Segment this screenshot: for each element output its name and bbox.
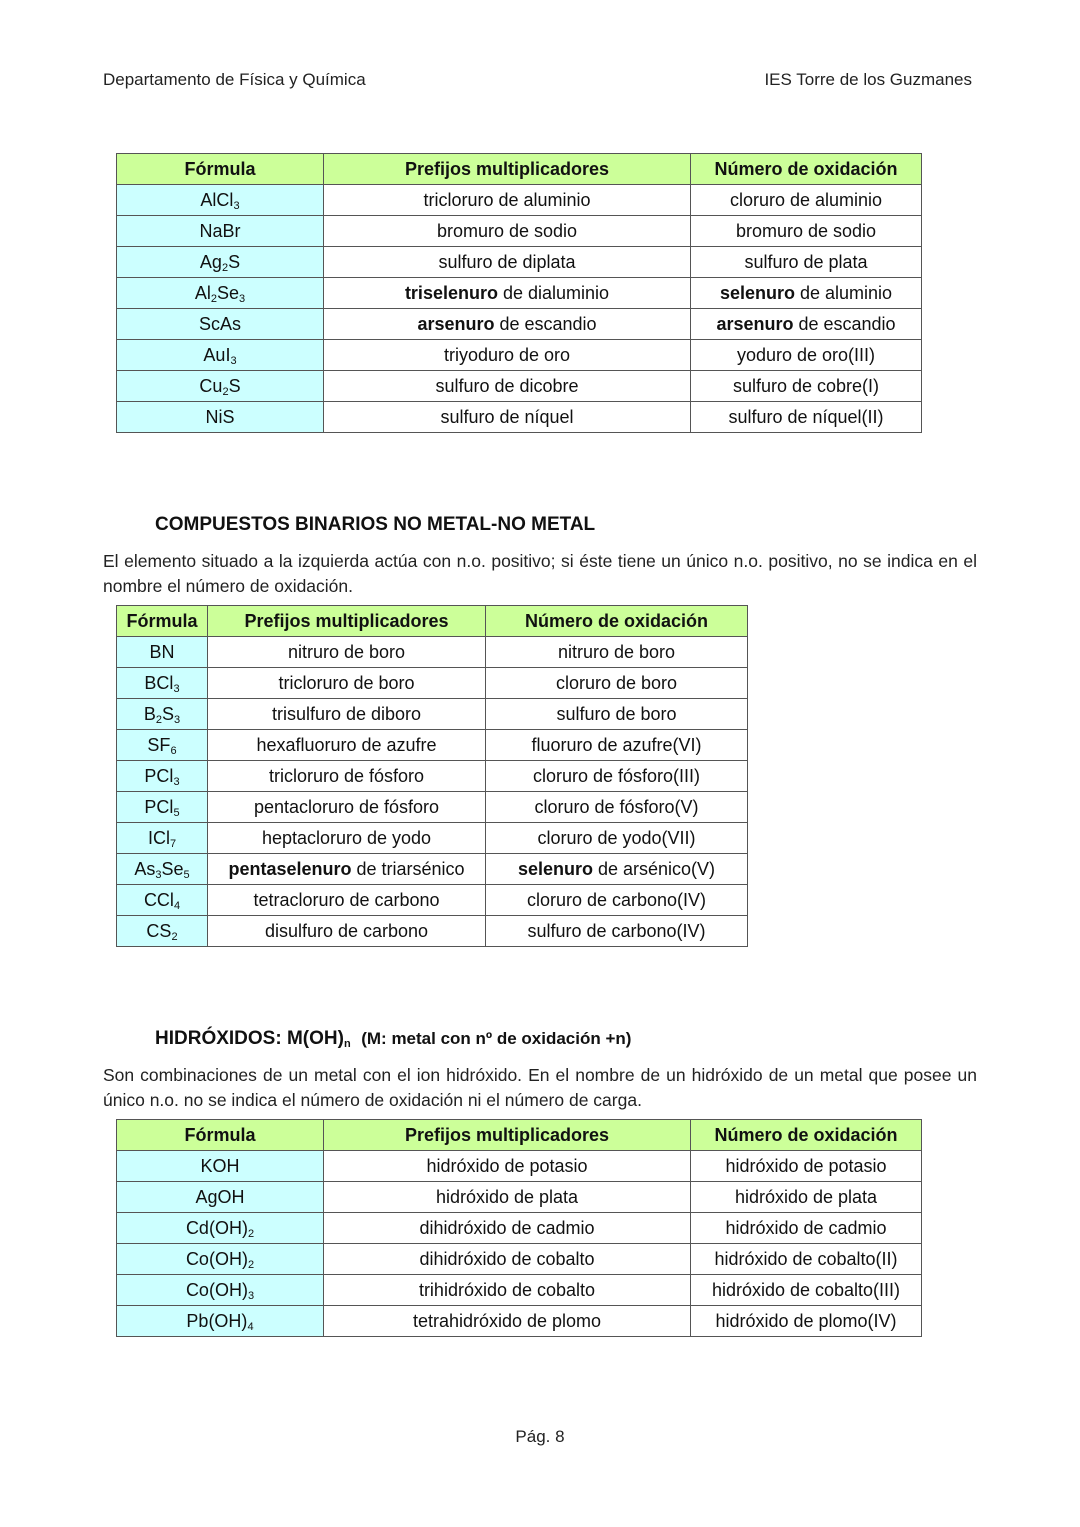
cell-oxidacion: hidróxido de cobalto(II) [691,1244,922,1275]
cell-prefijos: pentaselenuro de triarsénico [208,854,486,885]
col-header-formula: Fórmula [117,1120,324,1151]
cell-formula: $SF_6$ [117,730,208,761]
cell-formula: ICl$_7$ [117,823,208,854]
cell-oxidacion: hidróxido de plomo(IV) [691,1306,922,1337]
col-header-oxidacion: Número de oxidación [691,154,922,185]
section-paragraph-nonmetal: El elemento situado a la izquierda actúa con n.o. positivo; si éste tiene un único n.o. positivo, no se indica en el nombre el número de oxidación. [103,551,977,596]
cell-oxidacion: bromuro de sodio [691,216,922,247]
table-row [117,1275,922,1306]
col-header-oxidacion: Número de oxidación [486,606,748,637]
table-binary-nonmetal-nonmetal [116,605,748,947]
cell-prefijos: bromuro de sodio [324,216,691,247]
cell-prefijos: trihidróxido de cobalto [324,1275,691,1306]
col-header-prefijos: Prefijos multiplicadores [324,154,691,185]
cell-oxidacion: cloruro de yodo(VII) [486,823,748,854]
cell-oxidacion: sulfuro de níquel(II) [691,402,922,433]
cell-formula: $Ag_2S$ [117,247,324,278]
cell-prefijos: nitruro de boro [208,637,486,668]
cell-formula: KOH [117,1151,324,1182]
cell-oxidacion: cloruro de fósforo(III) [486,761,748,792]
cell-formula: CCl$_4$ [117,885,208,916]
cell-formula: $Cd(OH)_2$ [117,1213,324,1244]
table-row [117,885,748,916]
col-header-oxidacion: Número de oxidación [691,1120,922,1151]
cell-formula: $CS_2$ [117,916,208,947]
table-binary-metal-nonmetal [116,153,922,433]
cell-oxidacion: hidróxido de potasio [691,1151,922,1182]
col-header-prefijos: Prefijos multiplicadores [324,1120,691,1151]
table-row [117,637,748,668]
table-row [117,792,748,823]
cell-prefijos: dihidróxido de cobalto [324,1244,691,1275]
cell-oxidacion: fluoruro de azufre(VI) [486,730,748,761]
cell-formula: $Cu_2S$ [117,371,324,402]
cell-prefijos: tricloruro de boro [208,668,486,699]
table-header-row [117,154,922,185]
cell-prefijos: triyoduro de oro [324,340,691,371]
table-row [117,340,922,371]
table-row [117,668,748,699]
cell-prefijos: dihidróxido de cadmio [324,1213,691,1244]
cell-formula: AlCl$_3$ [117,185,324,216]
cell-formula: AuI$_3$ [117,340,324,371]
cell-oxidacion: nitruro de boro [486,637,748,668]
cell-oxidacion: sulfuro de carbono(IV) [486,916,748,947]
table-header-row [117,1120,922,1151]
table-row [117,278,922,309]
table-row [117,1151,922,1182]
table-row [117,854,748,885]
cell-formula: BCl$_3$ [117,668,208,699]
cell-prefijos: hexafluoruro de azufre [208,730,486,761]
cell-formula: PCl$_5$ [117,792,208,823]
table-hydroxides [116,1119,922,1337]
cell-formula: AgOH [117,1182,324,1213]
cell-prefijos: tricloruro de fósforo [208,761,486,792]
cell-oxidacion: sulfuro de plata [691,247,922,278]
table-row [117,823,748,854]
table-row [117,1306,922,1337]
cell-prefijos: tetracloruro de carbono [208,885,486,916]
cell-oxidacion: hidróxido de plata [691,1182,922,1213]
cell-formula: $Co(OH)_3$ [117,1275,324,1306]
cell-prefijos: sulfuro de níquel [324,402,691,433]
cell-prefijos: sulfuro de diplata [324,247,691,278]
cell-prefijos: hidróxido de potasio [324,1151,691,1182]
cell-oxidacion: cloruro de fósforo(V) [486,792,748,823]
table-row [117,916,748,947]
cell-formula: $B_2S_3$ [117,699,208,730]
section-title-hydroxides: HIDRÓXIDOS: $M(OH)_n$ (M: metal con nº de oxidación +n) [155,1028,632,1050]
cell-prefijos: tricloruro de aluminio [324,185,691,216]
cell-oxidacion: sulfuro de boro [486,699,748,730]
cell-prefijos: disulfuro de carbono [208,916,486,947]
table-row [117,185,922,216]
cell-oxidacion: arsenuro de escandio [691,309,922,340]
cell-prefijos: arsenuro de escandio [324,309,691,340]
cell-formula: ScAs [117,309,324,340]
table-row [117,247,922,278]
cell-formula: NiS [117,402,324,433]
cell-oxidacion: hidróxido de cobalto(III) [691,1275,922,1306]
table-row [117,216,922,247]
cell-oxidacion: yoduro de oro(III) [691,340,922,371]
table-row [117,1213,922,1244]
cell-formula: BN [117,637,208,668]
cell-formula: NaBr [117,216,324,247]
cell-oxidacion: cloruro de boro [486,668,748,699]
page-number: Pág. 8 [515,1427,565,1446]
cell-prefijos: tetrahidróxido de plomo [324,1306,691,1337]
cell-prefijos: heptacloruro de yodo [208,823,486,854]
table-row [117,371,922,402]
cell-oxidacion: hidróxido de cadmio [691,1213,922,1244]
cell-oxidacion: selenuro de aluminio [691,278,922,309]
cell-formula: $Co(OH)_2$ [117,1244,324,1275]
cell-oxidacion: sulfuro de cobre(I) [691,371,922,402]
cell-formula: $Al_2Se_3$ [117,278,324,309]
table-row [117,1244,922,1275]
table-row [117,1182,922,1213]
cell-prefijos: hidróxido de plata [324,1182,691,1213]
cell-prefijos: trisulfuro de diboro [208,699,486,730]
header-school: IES Torre de los Guzmanes [764,70,972,89]
table-row [117,309,922,340]
section-paragraph-hydroxides: Son combinaciones de un metal con el ion hidróxido. En el nombre de un hidróxido de un metal que posee un único n.o. no se indica el número de oxidación ni el número de carga. [103,1065,977,1110]
cell-prefijos: sulfuro de dicobre [324,371,691,402]
table-row [117,699,748,730]
cell-formula: PCl$_3$ [117,761,208,792]
cell-oxidacion: cloruro de aluminio [691,185,922,216]
cell-formula: $Pb(OH)_4$ [117,1306,324,1337]
cell-oxidacion: selenuro de arsénico(V) [486,854,748,885]
table-row [117,761,748,792]
col-header-formula: Fórmula [117,606,208,637]
col-header-prefijos: Prefijos multiplicadores [208,606,486,637]
table-header-row [117,606,748,637]
header-department: Departamento de Física y Química [103,70,366,89]
col-header-formula: Fórmula [117,154,324,185]
table-row [117,730,748,761]
section-title-nonmetal: COMPUESTOS BINARIOS NO METAL-NO METAL [155,514,596,535]
table-row [117,402,922,433]
cell-prefijos: triselenuro de dialuminio [324,278,691,309]
cell-prefijos: pentacloruro de fósforo [208,792,486,823]
cell-formula: $As_3Se_5$ [117,854,208,885]
cell-oxidacion: cloruro de carbono(IV) [486,885,748,916]
